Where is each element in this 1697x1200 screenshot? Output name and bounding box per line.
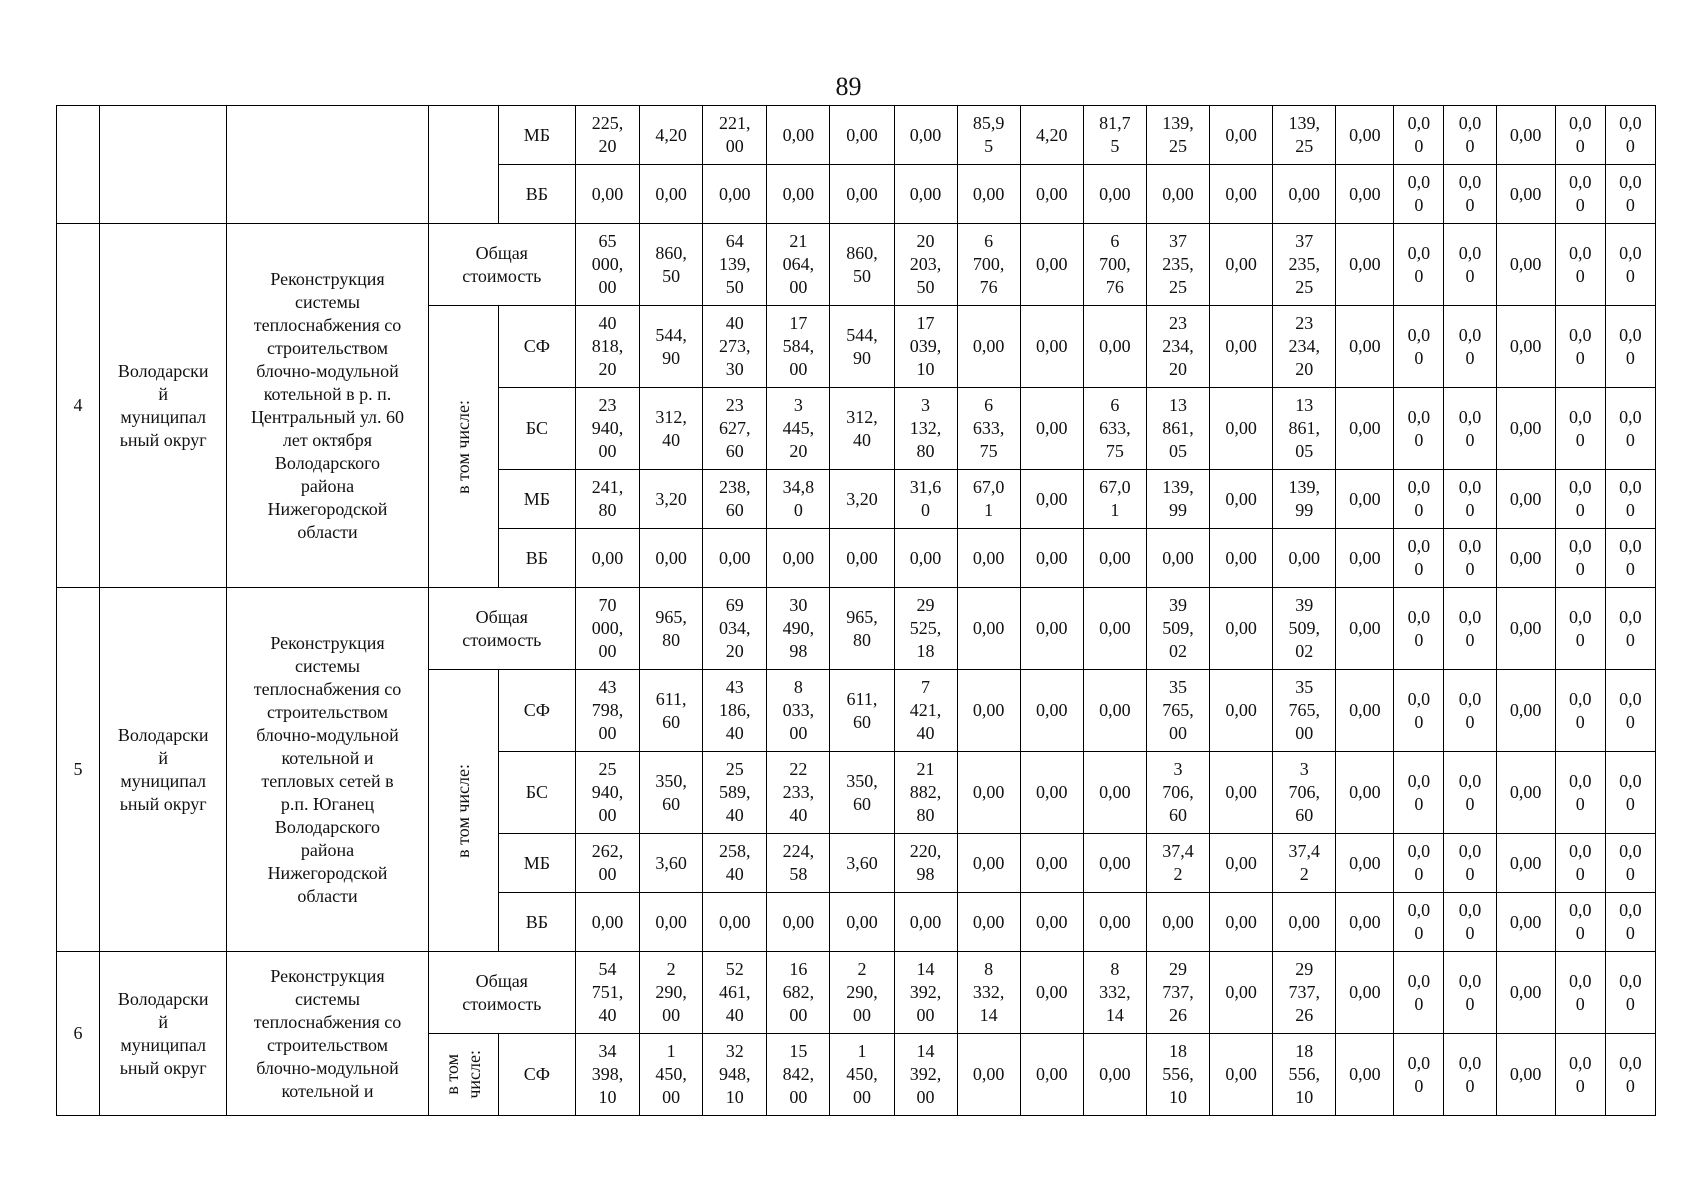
- value-cell: 0,00: [1336, 670, 1394, 752]
- value-cell: 0,0 0: [1605, 670, 1655, 752]
- value-cell: 0,0 0: [1394, 306, 1444, 388]
- number-cell: 6: [57, 952, 100, 1116]
- value-cell: 0,00: [1020, 588, 1083, 670]
- value-cell: 0,00: [1336, 224, 1394, 306]
- value-cell: 0,0 0: [1605, 224, 1655, 306]
- value-cell: 0,0 0: [1444, 388, 1496, 470]
- fund-label: МБ: [498, 106, 575, 165]
- fund-label: СФ: [498, 306, 575, 388]
- value-cell: 350, 60: [640, 752, 703, 834]
- including-cell: [428, 670, 498, 952]
- value-cell: 39 509, 02: [1146, 588, 1209, 670]
- value-cell: 0,00: [1083, 306, 1146, 388]
- object-cell: Реконструкция системы теплоснабжения со строительством блочно-модульной котельной и: [227, 952, 428, 1116]
- value-cell: 0,00: [1336, 388, 1394, 470]
- value-cell: 238, 60: [703, 470, 767, 529]
- value-cell: 0,00: [1020, 1034, 1083, 1116]
- value-cell: 0,00: [1496, 1034, 1555, 1116]
- value-cell: 0,00: [1273, 165, 1336, 224]
- value-cell: 0,00: [1210, 165, 1273, 224]
- value-cell: 69 034, 20: [703, 588, 767, 670]
- value-cell: 0,00: [767, 106, 830, 165]
- value-cell: 0,0 0: [1605, 165, 1655, 224]
- value-cell: 0,00: [1210, 388, 1273, 470]
- value-cell: 65 000, 00: [575, 224, 639, 306]
- value-cell: 0,0 0: [1394, 670, 1444, 752]
- value-cell: 0,0 0: [1555, 470, 1605, 529]
- value-cell: 0,00: [1083, 752, 1146, 834]
- value-cell: 30 490, 98: [767, 588, 830, 670]
- value-cell: 0,00: [1336, 529, 1394, 588]
- value-cell: 52 461, 40: [703, 952, 767, 1034]
- table-row: [57, 224, 1656, 306]
- value-cell: 312, 40: [640, 388, 703, 470]
- object-cell: Реконструкция системы теплоснабжения со строительством блочно-модульной котельной и тепловых сетей в р.п. Юганец Володарского района Нижегородской области: [227, 588, 428, 952]
- value-cell: 225, 20: [575, 106, 639, 165]
- value-cell: 0,0 0: [1444, 165, 1496, 224]
- value-cell: 611, 60: [830, 670, 894, 752]
- value-cell: 0,0 0: [1394, 588, 1444, 670]
- value-cell: 0,00: [1336, 952, 1394, 1034]
- value-cell: 16 682, 00: [767, 952, 830, 1034]
- value-cell: 0,0 0: [1555, 306, 1605, 388]
- value-cell: 23 627, 60: [703, 388, 767, 470]
- value-cell: 220, 98: [894, 834, 957, 893]
- value-cell: 0,00: [767, 529, 830, 588]
- value-cell: 860, 50: [640, 224, 703, 306]
- value-cell: 0,00: [957, 893, 1020, 952]
- value-cell: 0,0 0: [1394, 165, 1444, 224]
- value-cell: 0,00: [830, 893, 894, 952]
- value-cell: 40 273, 30: [703, 306, 767, 388]
- value-cell: 0,00: [1083, 893, 1146, 952]
- total-cost-label: Общая стоимость: [428, 588, 575, 670]
- value-cell: 0,0 0: [1605, 529, 1655, 588]
- value-cell: 0,00: [1020, 224, 1083, 306]
- value-cell: 4,20: [640, 106, 703, 165]
- table-row: [57, 106, 1656, 165]
- value-cell: 21 882, 80: [894, 752, 957, 834]
- value-cell: 3 132, 80: [894, 388, 957, 470]
- value-cell: 0,00: [1020, 306, 1083, 388]
- value-cell: 860, 50: [830, 224, 894, 306]
- value-cell: 0,00: [1146, 529, 1209, 588]
- value-cell: 43 186, 40: [703, 670, 767, 752]
- value-cell: 0,00: [957, 306, 1020, 388]
- value-cell: 0,00: [1336, 834, 1394, 893]
- value-cell: 0,0 0: [1444, 306, 1496, 388]
- value-cell: 37,4 2: [1273, 834, 1336, 893]
- number-cell: [57, 106, 100, 224]
- value-cell: 8 332, 14: [957, 952, 1020, 1034]
- number-cell: 5: [57, 588, 100, 952]
- value-cell: 0,00: [1210, 893, 1273, 952]
- value-cell: 0,0 0: [1555, 1034, 1605, 1116]
- value-cell: 0,00: [1210, 1034, 1273, 1116]
- value-cell: 0,00: [640, 893, 703, 952]
- object-cell: Реконструкция системы теплоснабжения со строительством блочно-модульной котельной в р. п. Центральный ул. 60 лет октября Володарского района Нижегородской области: [227, 224, 428, 588]
- value-cell: 23 234, 20: [1273, 306, 1336, 388]
- value-cell: 0,00: [1083, 588, 1146, 670]
- value-cell: 0,00: [1210, 224, 1273, 306]
- value-cell: 0,0 0: [1394, 834, 1444, 893]
- value-cell: 0,00: [1146, 165, 1209, 224]
- value-cell: 39 509, 02: [1273, 588, 1336, 670]
- value-cell: 0,00: [830, 529, 894, 588]
- including-label: в том числе:: [453, 399, 474, 494]
- value-cell: 3 706, 60: [1146, 752, 1209, 834]
- including-label: в том числе:: [453, 763, 474, 858]
- value-cell: 35 765, 00: [1273, 670, 1336, 752]
- value-cell: 8 033, 00: [767, 670, 830, 752]
- value-cell: 0,00: [1083, 1034, 1146, 1116]
- value-cell: 81,7 5: [1083, 106, 1146, 165]
- district-cell: Володарски й муниципал ьный округ: [100, 588, 227, 952]
- value-cell: 0,0 0: [1394, 388, 1444, 470]
- value-cell: 0,00: [957, 1034, 1020, 1116]
- funding-table: [56, 105, 1656, 1116]
- value-cell: 0,00: [1083, 670, 1146, 752]
- value-cell: 0,00: [575, 165, 639, 224]
- value-cell: 0,00: [767, 165, 830, 224]
- page-number: 89: [835, 72, 862, 101]
- value-cell: 0,00: [1336, 106, 1394, 165]
- value-cell: 0,00: [1083, 165, 1146, 224]
- value-cell: 40 818, 20: [575, 306, 639, 388]
- value-cell: 70 000, 00: [575, 588, 639, 670]
- value-cell: 0,00: [1336, 165, 1394, 224]
- value-cell: 0,00: [957, 588, 1020, 670]
- value-cell: 2 290, 00: [640, 952, 703, 1034]
- fund-label: МБ: [498, 470, 575, 529]
- value-cell: 0,0 0: [1555, 588, 1605, 670]
- value-cell: 32 948, 10: [703, 1034, 767, 1116]
- value-cell: 0,00: [957, 670, 1020, 752]
- value-cell: 0,00: [1336, 306, 1394, 388]
- value-cell: 0,00: [1496, 106, 1555, 165]
- value-cell: 85,9 5: [957, 106, 1020, 165]
- value-cell: 2 290, 00: [830, 952, 894, 1034]
- value-cell: 0,0 0: [1444, 106, 1496, 165]
- value-cell: 3,20: [830, 470, 894, 529]
- value-cell: 0,0 0: [1555, 752, 1605, 834]
- value-cell: 17 039, 10: [894, 306, 957, 388]
- value-cell: 0,0 0: [1444, 529, 1496, 588]
- value-cell: 0,00: [640, 165, 703, 224]
- value-cell: 0,00: [957, 529, 1020, 588]
- value-cell: 67,0 1: [957, 470, 1020, 529]
- value-cell: 0,00: [1496, 388, 1555, 470]
- value-cell: 4,20: [1020, 106, 1083, 165]
- value-cell: 14 392, 00: [894, 1034, 957, 1116]
- district-cell: [100, 106, 227, 224]
- value-cell: 0,0 0: [1555, 670, 1605, 752]
- value-cell: 0,00: [575, 529, 639, 588]
- including-cell: [428, 306, 498, 588]
- value-cell: 0,00: [1020, 752, 1083, 834]
- value-cell: 0,0 0: [1555, 388, 1605, 470]
- value-cell: 8 332, 14: [1083, 952, 1146, 1034]
- value-cell: 0,0 0: [1555, 165, 1605, 224]
- value-cell: 34 398, 10: [575, 1034, 639, 1116]
- value-cell: 21 064, 00: [767, 224, 830, 306]
- value-cell: 0,00: [1496, 588, 1555, 670]
- value-cell: 1 450, 00: [640, 1034, 703, 1116]
- value-cell: 0,00: [957, 834, 1020, 893]
- value-cell: 29 737, 26: [1273, 952, 1336, 1034]
- value-cell: 0,0 0: [1605, 893, 1655, 952]
- value-cell: 0,00: [1020, 388, 1083, 470]
- total-cost-label: Общая стоимость: [428, 952, 575, 1034]
- value-cell: 0,00: [1083, 834, 1146, 893]
- value-cell: 0,00: [1496, 165, 1555, 224]
- value-cell: 0,0 0: [1555, 834, 1605, 893]
- value-cell: 0,00: [1336, 1034, 1394, 1116]
- value-cell: 0,00: [1210, 106, 1273, 165]
- value-cell: 0,0 0: [1605, 470, 1655, 529]
- value-cell: 0,00: [894, 106, 957, 165]
- value-cell: 18 556, 10: [1146, 1034, 1209, 1116]
- value-cell: 965, 80: [830, 588, 894, 670]
- value-cell: 13 861, 05: [1146, 388, 1209, 470]
- value-cell: 3 445, 20: [767, 388, 830, 470]
- fund-label: МБ: [498, 834, 575, 893]
- value-cell: 64 139, 50: [703, 224, 767, 306]
- value-cell: 0,00: [894, 165, 957, 224]
- value-cell: 0,0 0: [1605, 834, 1655, 893]
- value-cell: 34,8 0: [767, 470, 830, 529]
- value-cell: 0,00: [1020, 470, 1083, 529]
- value-cell: 262, 00: [575, 834, 639, 893]
- value-cell: 139, 99: [1146, 470, 1209, 529]
- value-cell: 0,00: [957, 752, 1020, 834]
- value-cell: 0,00: [1496, 306, 1555, 388]
- value-cell: 37 235, 25: [1273, 224, 1336, 306]
- value-cell: 0,00: [703, 529, 767, 588]
- value-cell: 0,0 0: [1394, 752, 1444, 834]
- value-cell: 0,00: [1020, 529, 1083, 588]
- fund-label: БС: [498, 752, 575, 834]
- value-cell: 312, 40: [830, 388, 894, 470]
- value-cell: 0,0 0: [1444, 752, 1496, 834]
- value-cell: 0,00: [1020, 670, 1083, 752]
- value-cell: 25 940, 00: [575, 752, 639, 834]
- value-cell: 0,0 0: [1555, 893, 1605, 952]
- value-cell: 25 589, 40: [703, 752, 767, 834]
- value-cell: 0,0 0: [1444, 224, 1496, 306]
- value-cell: 0,00: [1496, 529, 1555, 588]
- value-cell: 54 751, 40: [575, 952, 639, 1034]
- value-cell: 0,00: [1210, 588, 1273, 670]
- value-cell: 139, 99: [1273, 470, 1336, 529]
- including-cell: [428, 106, 498, 224]
- value-cell: 43 798, 00: [575, 670, 639, 752]
- value-cell: 0,00: [1496, 893, 1555, 952]
- value-cell: 0,00: [1020, 893, 1083, 952]
- number-cell: 4: [57, 224, 100, 588]
- value-cell: 18 556, 10: [1273, 1034, 1336, 1116]
- value-cell: 221, 00: [703, 106, 767, 165]
- value-cell: 0,00: [1273, 893, 1336, 952]
- value-cell: 0,00: [1210, 529, 1273, 588]
- value-cell: 0,00: [957, 165, 1020, 224]
- value-cell: 29 525, 18: [894, 588, 957, 670]
- value-cell: 6 700, 76: [957, 224, 1020, 306]
- value-cell: 15 842, 00: [767, 1034, 830, 1116]
- including-label: в том числе:: [442, 1050, 485, 1099]
- value-cell: 3,60: [640, 834, 703, 893]
- value-cell: 0,0 0: [1394, 470, 1444, 529]
- value-cell: 0,0 0: [1444, 952, 1496, 1034]
- value-cell: 0,00: [1083, 529, 1146, 588]
- value-cell: 3,20: [640, 470, 703, 529]
- fund-label: БС: [498, 388, 575, 470]
- fund-label: СФ: [498, 670, 575, 752]
- value-cell: 29 737, 26: [1146, 952, 1209, 1034]
- value-cell: 13 861, 05: [1273, 388, 1336, 470]
- table-row: [57, 952, 1656, 1034]
- value-cell: 3,60: [830, 834, 894, 893]
- value-cell: 0,0 0: [1555, 529, 1605, 588]
- value-cell: 7 421, 40: [894, 670, 957, 752]
- value-cell: 241, 80: [575, 470, 639, 529]
- value-cell: 544, 90: [830, 306, 894, 388]
- value-cell: 0,00: [1210, 752, 1273, 834]
- value-cell: 0,0 0: [1605, 106, 1655, 165]
- value-cell: 31,6 0: [894, 470, 957, 529]
- value-cell: 0,00: [575, 893, 639, 952]
- district-cell: Володарски й муниципал ьный округ: [100, 952, 227, 1116]
- value-cell: 1 450, 00: [830, 1034, 894, 1116]
- value-cell: 6 633, 75: [957, 388, 1020, 470]
- total-cost-label: Общая стоимость: [428, 224, 575, 306]
- object-cell: [227, 106, 428, 224]
- value-cell: 0,0 0: [1444, 1034, 1496, 1116]
- value-cell: 0,00: [1336, 470, 1394, 529]
- value-cell: 0,00: [1210, 670, 1273, 752]
- value-cell: 611, 60: [640, 670, 703, 752]
- value-cell: 17 584, 00: [767, 306, 830, 388]
- value-cell: 0,0 0: [1605, 306, 1655, 388]
- value-cell: 0,00: [1496, 224, 1555, 306]
- value-cell: 0,0 0: [1444, 834, 1496, 893]
- value-cell: 6 633, 75: [1083, 388, 1146, 470]
- value-cell: 0,0 0: [1605, 388, 1655, 470]
- value-cell: 0,00: [1273, 529, 1336, 588]
- value-cell: 0,00: [1496, 952, 1555, 1034]
- fund-label: ВБ: [498, 893, 575, 952]
- value-cell: 23 234, 20: [1146, 306, 1209, 388]
- value-cell: 0,00: [640, 529, 703, 588]
- value-cell: 0,0 0: [1555, 952, 1605, 1034]
- value-cell: 0,00: [830, 106, 894, 165]
- value-cell: 0,00: [1336, 588, 1394, 670]
- value-cell: 0,00: [1210, 470, 1273, 529]
- value-cell: 20 203, 50: [894, 224, 957, 306]
- value-cell: 0,0 0: [1394, 106, 1444, 165]
- value-cell: 0,00: [1496, 752, 1555, 834]
- value-cell: 23 940, 00: [575, 388, 639, 470]
- value-cell: 544, 90: [640, 306, 703, 388]
- value-cell: 0,0 0: [1605, 1034, 1655, 1116]
- value-cell: 0,00: [1496, 834, 1555, 893]
- value-cell: 0,0 0: [1394, 1034, 1444, 1116]
- value-cell: 37,4 2: [1146, 834, 1209, 893]
- value-cell: 0,00: [894, 529, 957, 588]
- value-cell: 14 392, 00: [894, 952, 957, 1034]
- value-cell: 224, 58: [767, 834, 830, 893]
- value-cell: 0,0 0: [1394, 224, 1444, 306]
- value-cell: 35 765, 00: [1146, 670, 1209, 752]
- value-cell: 0,00: [1336, 752, 1394, 834]
- value-cell: 0,0 0: [1394, 529, 1444, 588]
- table-row: [57, 588, 1656, 670]
- value-cell: 0,0 0: [1444, 588, 1496, 670]
- value-cell: 6 700, 76: [1083, 224, 1146, 306]
- value-cell: 0,00: [1210, 306, 1273, 388]
- value-cell: 0,00: [1210, 952, 1273, 1034]
- value-cell: 0,00: [1020, 952, 1083, 1034]
- value-cell: 965, 80: [640, 588, 703, 670]
- value-cell: 0,0 0: [1394, 893, 1444, 952]
- value-cell: 0,0 0: [1605, 588, 1655, 670]
- value-cell: 0,00: [703, 165, 767, 224]
- value-cell: 0,00: [703, 893, 767, 952]
- fund-label: ВБ: [498, 165, 575, 224]
- value-cell: 0,00: [1020, 165, 1083, 224]
- value-cell: 0,0 0: [1444, 670, 1496, 752]
- fund-label: ВБ: [498, 529, 575, 588]
- value-cell: 0,0 0: [1605, 952, 1655, 1034]
- value-cell: 0,00: [1146, 893, 1209, 952]
- value-cell: 139, 25: [1273, 106, 1336, 165]
- value-cell: 0,0 0: [1555, 106, 1605, 165]
- value-cell: 139, 25: [1146, 106, 1209, 165]
- value-cell: 3 706, 60: [1273, 752, 1336, 834]
- value-cell: 0,00: [767, 893, 830, 952]
- value-cell: 0,0 0: [1555, 224, 1605, 306]
- value-cell: 0,00: [894, 893, 957, 952]
- value-cell: 258, 40: [703, 834, 767, 893]
- district-cell: Володарски й муниципал ьный округ: [100, 224, 227, 588]
- value-cell: 37 235, 25: [1146, 224, 1209, 306]
- value-cell: 22 233, 40: [767, 752, 830, 834]
- fund-label: СФ: [498, 1034, 575, 1116]
- value-cell: 0,00: [1496, 670, 1555, 752]
- value-cell: 0,0 0: [1394, 952, 1444, 1034]
- value-cell: 0,00: [1210, 834, 1273, 893]
- value-cell: 0,00: [830, 165, 894, 224]
- value-cell: 0,0 0: [1444, 470, 1496, 529]
- value-cell: 0,00: [1496, 470, 1555, 529]
- value-cell: 0,0 0: [1444, 893, 1496, 952]
- value-cell: 0,0 0: [1605, 752, 1655, 834]
- value-cell: 67,0 1: [1083, 470, 1146, 529]
- including-cell: [428, 1034, 498, 1116]
- value-cell: 350, 60: [830, 752, 894, 834]
- value-cell: 0,00: [1336, 893, 1394, 952]
- value-cell: 0,00: [1020, 834, 1083, 893]
